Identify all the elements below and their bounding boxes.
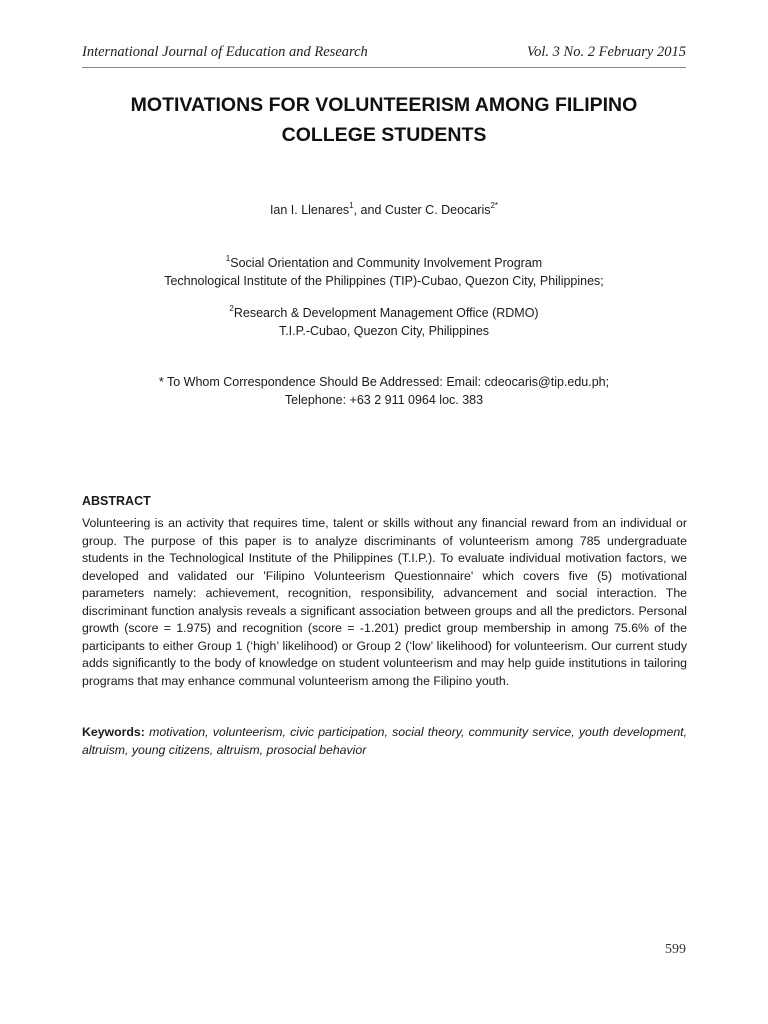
correspondence-line-1: * To Whom Correspondence Should Be Addressed: Email: cdeocaris@tip.edu.ph; bbox=[158, 375, 610, 389]
correspondence-note bbox=[40, 373, 728, 409]
author-1: Ian I. Llenares bbox=[269, 203, 350, 217]
journal-name: International Journal of Education and Research bbox=[82, 44, 368, 60]
affiliation-1 bbox=[40, 254, 728, 290]
issue-info: Vol. 3 No. 2 February 2015 bbox=[526, 44, 686, 60]
page-number: 599 bbox=[665, 942, 686, 957]
keywords-section bbox=[82, 724, 687, 759]
abstract-body: Volunteering is an activity that requires time, talent or skills without any financial reward from an individual or group. The purpose of this paper is to analyze discriminants of volunteerism among 785 undergraduate students in the Technological Institute of the Philippines (T.I.P.). To evaluate individual motivation factors, we developed and validated our 'Filipino Volunteerism Questionnaire' which covers five (5) motivational parameters namely: achievement, recognition, responsibility, advancement and social interaction. The discriminant function analysis reveals a significant association between groups and all the predictors. Personal growth (score = 1.975) and recognition (score = -1.201) predict group membership in among 75.6% of the participants to either Group 1 (‘high’ likelihood) or Group 2 (‘low’ likelihood) for volunteerism. Our current study adds significantly to the body of knowledge on student volunteerism and may help guide institutions in tailoring programs that may enhance communal volunteerism among the Filipino youth. bbox=[82, 516, 687, 688]
author-2-affiliation-mark: 2* bbox=[490, 200, 499, 210]
author-1-affiliation-mark: 1 bbox=[349, 200, 354, 210]
affiliation-1-mark: 1 bbox=[225, 253, 231, 263]
correspondence-line-2: Telephone: +63 2 911 0964 loc. 383 bbox=[284, 393, 484, 407]
keywords-label: Keywords: bbox=[82, 725, 145, 739]
author-list bbox=[40, 200, 728, 217]
author-2: Custer C. Deocaris bbox=[384, 203, 491, 217]
affiliation-2-line-1: Research & Development Management Office (RDMO) bbox=[233, 306, 539, 320]
header-rule bbox=[82, 67, 686, 68]
title-line-1: MOTIVATIONS FOR VOLUNTEERISM AMONG FILIPINO bbox=[130, 94, 638, 116]
running-header bbox=[82, 44, 686, 61]
affiliation-2-line-2: T.I.P.-Cubao, Quezon City, Philippines bbox=[278, 324, 490, 338]
title-line-2: COLLEGE STUDENTS bbox=[281, 124, 487, 146]
author-separator: , and bbox=[353, 203, 385, 217]
paper-title bbox=[40, 90, 728, 150]
affiliation-1-line-1: Social Orientation and Community Involvement Program bbox=[230, 256, 543, 270]
affiliation-2-mark: 2 bbox=[229, 303, 234, 313]
affiliation-2 bbox=[40, 304, 728, 340]
affiliation-1-line-2: Technological Institute of the Philippines (TIP)-Cubao, Quezon City, Philippines; bbox=[164, 274, 604, 288]
keywords-text: motivation, volunteerism, civic participation, social theory, community service, youth development, altruism, young citizens, altruism, prosocial behavior bbox=[82, 725, 687, 757]
abstract-heading: ABSTRACT bbox=[82, 494, 151, 508]
